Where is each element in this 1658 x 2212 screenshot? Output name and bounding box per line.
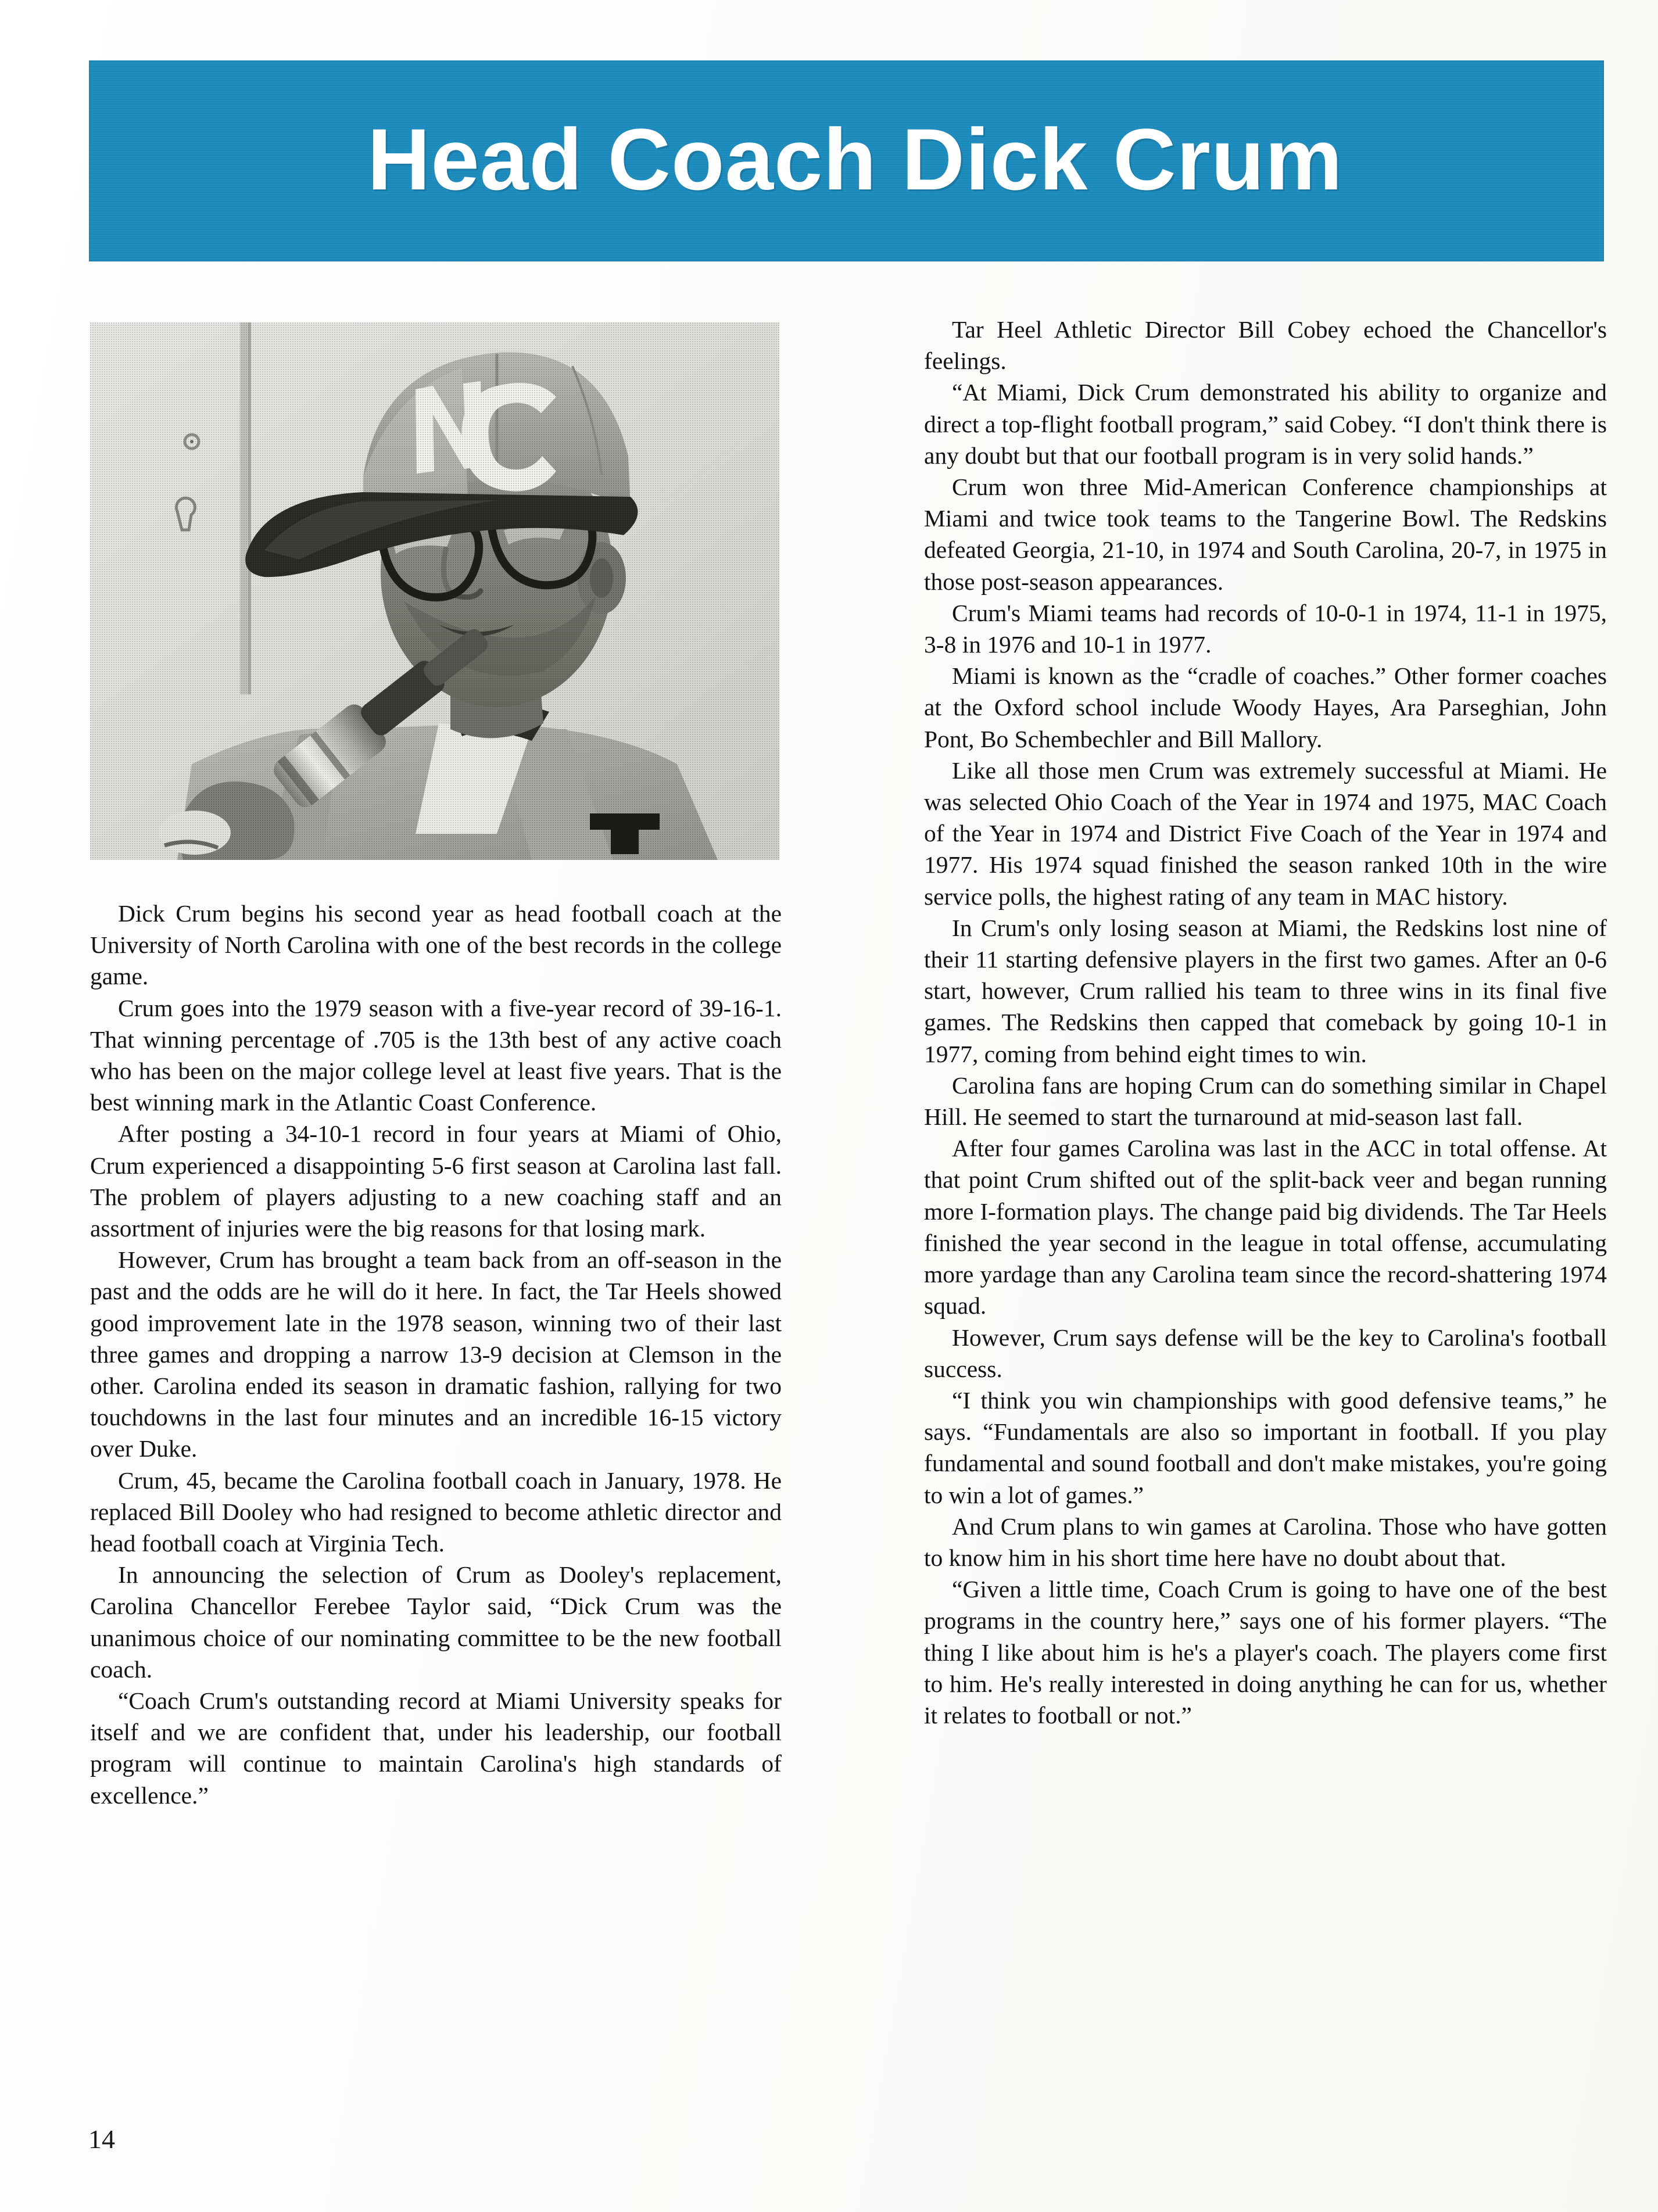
paragraph: Dick Crum begins his second year as head football coach at the University of North Carolina with one of the best records in the college game. [90, 900, 782, 990]
paragraph: Crum, 45, became the Carolina football coach in January, 1978. He replaced Bill Dooley who had resigned to become athletic director and head football coach at Virginia Tech. [90, 1467, 782, 1557]
paragraph: Carolina fans are hoping Crum can do something similar in Chapel Hill. He seemed to start the turnaround at mid-season last fall. [924, 1071, 1607, 1131]
paragraph: Crum goes into the 1979 season with a five-year record of 39-16-1. That winning percentage of .705 is the 13th best of any active coach who has been on the major college level at least five years. That is the best winning mark in the Atlantic Coast Conference. [90, 994, 782, 1116]
paragraph: Crum won three Mid-American Conference championships at Miami and twice took teams to the Tangerine Bowl. The Redskins defeated Georgia, 21-10, in 1974 and South Carolina, 20-7, in 1975 in those post-season appearances. [924, 474, 1607, 595]
paragraph: However, Crum says defense will be the key to Carolina's football success. [924, 1324, 1607, 1382]
paragraph: “Coach Crum's outstanding record at Miami University speaks for itself and we are confident that, under his leadership, our football program will continue to maintain Carolina's high standards of excellence.” [90, 1687, 782, 1809]
paragraph: In Crum's only losing season at Miami, the Redskins lost nine of their 11 starting defensive players in the first two games. After an 0-6 start, however, Crum rallied his team to three wins in its final five games. The Redskins then capped that comeback by going 10-1 in 1977, coming from behind eight times to win. [924, 914, 1607, 1067]
paragraph: “At Miami, Dick Crum demonstrated his ability to organize and direct a top-flight football program,” said Cobey. “I don't think there is any doubt but that our football program is in very solid hands.” [924, 379, 1607, 469]
paragraph: In announcing the selection of Crum as Dooley's replacement, Carolina Chancellor Ferebee Taylor said, “Dick Crum was the unanimous choice of our nominating committee to be the new football coach. [90, 1561, 782, 1683]
paragraph: Like all those men Crum was extremely successful at Miami. He was selected Ohio Coach of the Year in 1974 and 1975, MAC Coach of the Year in 1974 and District Five Coach of the Year in 1974 and 1977. His 1974 squad finished the season ranked 10th in the wire service polls, the highest rating of any team in MAC history. [924, 757, 1607, 910]
article-column-left [90, 898, 782, 1811]
paragraph: Crum's Miami teams had records of 10-0-1 in 1974, 11-1 in 1975, 3-8 in 1976 and 10-1 in 1977. [924, 599, 1607, 658]
paragraph: “Given a little time, Coach Crum is going to have one of the best programs in the country here,” says one of his former players. “The thing I like about him is he's a player's coach. The players come first to him. He's really interested in doing anything he can for us, whether it relates to football or not.” [924, 1576, 1607, 1729]
coach-photo [90, 322, 779, 860]
paragraph: After posting a 34-10-1 record in four years at Miami of Ohio, Crum experienced a disappointing 5-6 first season at Carolina last fall. The problem of players adjusting to a new coaching staff and an assortment of injuries were the big reasons for that losing mark. [90, 1120, 782, 1242]
paragraph: After four games Carolina was last in the ACC in total offense. At that point Crum shifted out of the split-back veer and began running more I-formation plays. The change paid big dividends. The Tar Heels finished the year second in the league in total offense, accumulating more yardage than any Carolina team since the record-shattering 1974 squad. [924, 1135, 1607, 1320]
paragraph: And Crum plans to win games at Carolina. Those who have gotten to know him in his short time here have no doubt about that. [924, 1512, 1607, 1571]
article-column-right [924, 314, 1607, 1731]
paragraph: “I think you win championships with good defensive teams,” he says. “Fundamentals are also so important in football. If you play fundamental and sound football and don't make mistakes, you're going to win a lot of games.” [924, 1386, 1607, 1508]
page-title: Head Coach Dick Crum [367, 110, 1343, 208]
header-banner [89, 60, 1604, 261]
coach-photo-image [90, 322, 779, 860]
page-number: 14 [88, 2124, 115, 2154]
paragraph: However, Crum has brought a team back from an off-season in the past and the odds are he will do it here. In fact, the Tar Heels showed good improvement late in the 1978 season, winning two of their last three games and dropping a narrow 13-9 decision at Clemson in the other. Carolina ended its season in dramatic fashion, rallying for two touchdowns in the last four minutes and an incredible 16-15 victory over Duke. [90, 1246, 782, 1462]
paragraph: Miami is known as the “cradle of coaches.” Other former coaches at the Oxford school include Woody Hayes, Ara Parseghian, John Pont, Bo Schembechler and Bill Mallory. [924, 662, 1607, 752]
paragraph: Tar Heel Athletic Director Bill Cobey echoed the Chancellor's feelings. [924, 316, 1607, 375]
